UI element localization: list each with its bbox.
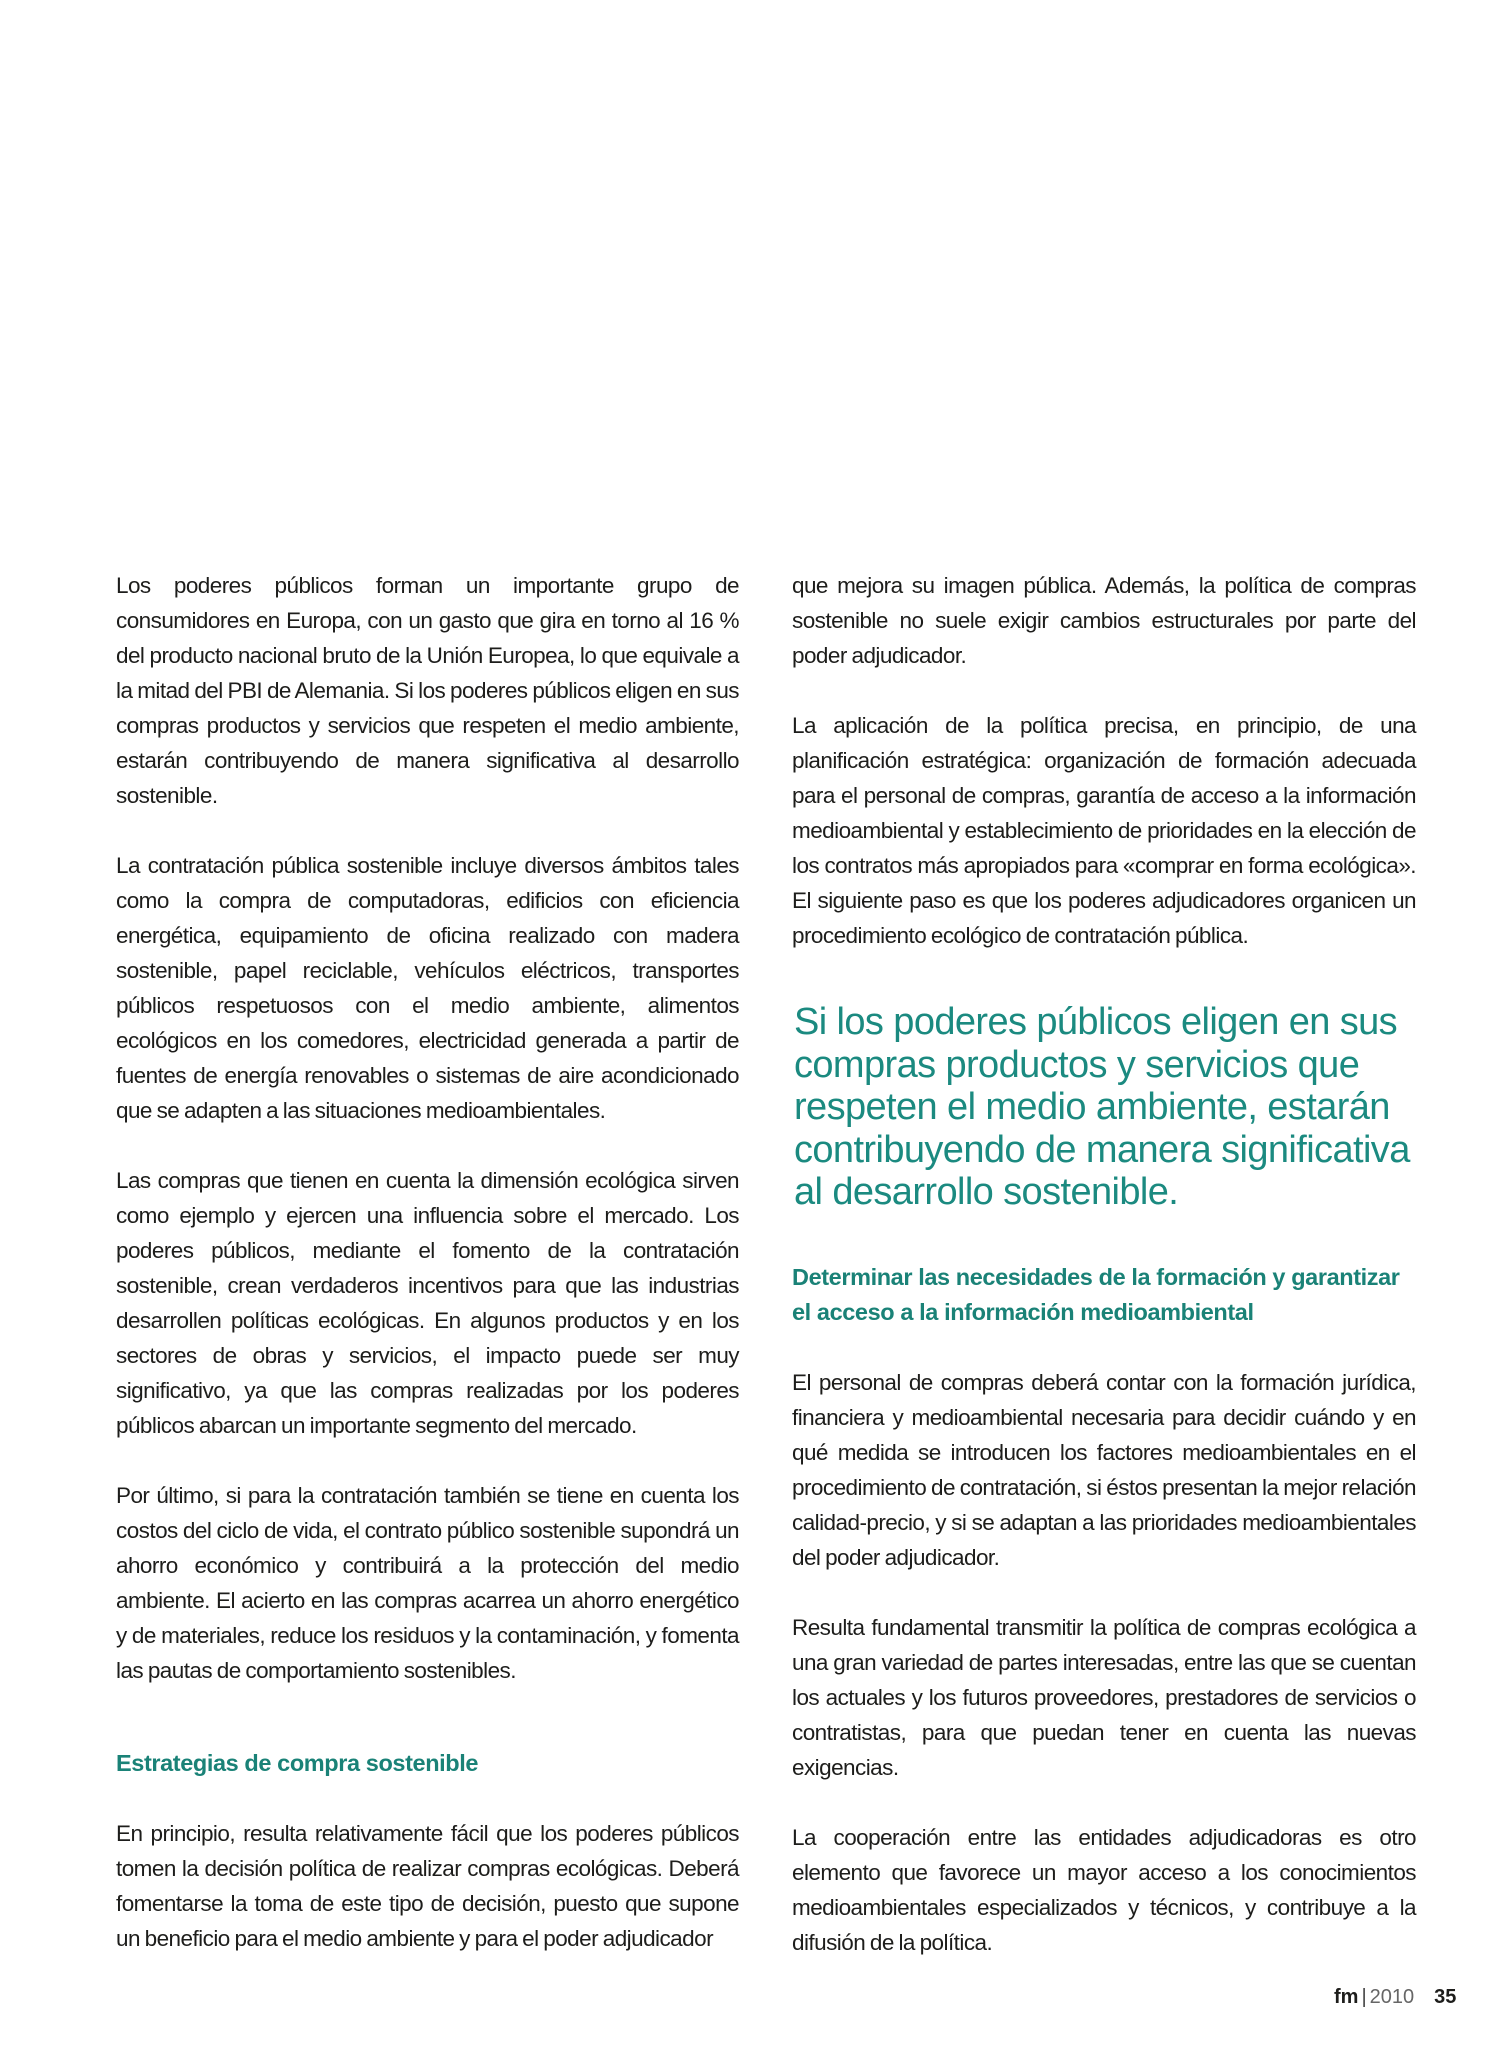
pull-quote: Si los poderes públicos eligen en sus compras productos y servicios que respeten el medio ambiente, estarán contribuyendo de manera significativa al desarrollo sostenible. [794,1001,1410,1213]
paragraph: En principio, resulta relativamente fácil que los poderes públicos tomen la decisión política de realizar compras ecológicas. Deberá fomentarse la toma de este tipo de decisión, puesto que supone un beneficio para el medio ambiente y para el poder adjudicador [116,1821,739,1951]
section-heading: Determinar las necesidades de la formación y garantizar el acceso a la información medioambiental [792,1263,1400,1325]
issue-year: 2010 [1369,1986,1415,2008]
paragraph: La aplicación de la política precisa, en principio, de una planificación estratégica: organización de formación adecuada para el personal de compras, garantía de acceso a la información medioambiental y establecimiento de prioridades en la elección de los contratos más apropiados para «comprar en forma ecológica». El siguiente paso es que los poderes adjudicadores organicen un procedimiento ecológico de contratación pública. [792,713,1416,948]
left-column [116,568,739,1991]
paragraph: Las compras que tienen en cuenta la dimensión ecológica sirven como ejemplo y ejercen una influencia sobre el mercado. Los poderes públicos, mediante el fomento de la contratación sostenible, crean verdaderos incentivos para que las industrias desarrollen políticas ecológicas. En algunos productos y en los sectores de obras y servicios, el impacto puede ser muy significativo, ya que las compras realizadas por los poderes públicos abarcan un importante segmento del mercado. [116,1168,739,1438]
paragraph: Resulta fundamental transmitir la política de compras ecológica a una gran variedad de partes interesadas, entre las que se cuentan los actuales y los futuros proveedores, prestadores de servicios o contratistas, para que puedan tener en cuenta las nuevas exigencias. [792,1614,1416,1780]
page-footer [1334,1986,1456,2009]
magazine-brand: fm [1334,1986,1359,2008]
paragraph: La contratación pública sostenible incluye diversos ámbitos tales como la compra de computadoras, edificios con eficiencia energética, equipamiento de oficina realizado con madera sostenible, papel reciclable, vehículos eléctricos, transportes públicos respetuosos con el medio ambiente, alimentos ecológicos en los comedores, electricidad generada a partir de fuentes de energía renovables o sistemas de aire acondicionado que se adapten a las situaciones medioambientales. [116,853,739,1123]
page-number: 35 [1434,1986,1457,2008]
paragraph: que mejora su imagen pública. Además, la política de compras sostenible no suele exigir cambios estructurales por parte del poder adjudicador. [792,573,1416,668]
section-heading: Estrategias de compra sostenible [116,1750,479,1776]
paragraph: Los poderes públicos forman un importante grupo de consumidores en Europa, con un gasto que gira en torno al 16 % del producto nacional bruto de la Unión Europea, lo que equivale a la mitad del PBI de Alemania. Si los poderes públicos eligen en sus compras productos y servicios que respeten el medio ambiente, estarán contribuyendo de manera significativa al desarrollo sostenible. [116,573,739,808]
footer-separator: | [1361,1986,1367,2008]
paragraph: La cooperación entre las entidades adjudicadoras es otro elemento que favorece un mayor acceso a los conocimientos medioambientales especializados y técnicos, y contribuye a la difusión de la política. [792,1824,1416,1955]
paragraph: El personal de compras deberá contar con la formación jurídica, financiera y medioambiental necesaria para decidir cuándo y en qué medida se introducen los factores medioambientales en el procedimiento de contratación, si éstos presentan la mejor relación calidad-precio, y si se adaptan a las prioridades medioambientales del poder adjudicador. [792,1369,1416,1570]
right-column [792,568,1416,1995]
paragraph: Por último, si para la contratación también se tiene en cuenta los costos del ciclo de vida, el contrato público sostenible supondrá un ahorro económico y contribuirá a la protección del medio ambiente. El acierto en las compras acarrea un ahorro energético y de materiales, reduce los residuos y la contaminación, y fomenta las pautas de comportamiento sostenibles. [116,1483,739,1683]
